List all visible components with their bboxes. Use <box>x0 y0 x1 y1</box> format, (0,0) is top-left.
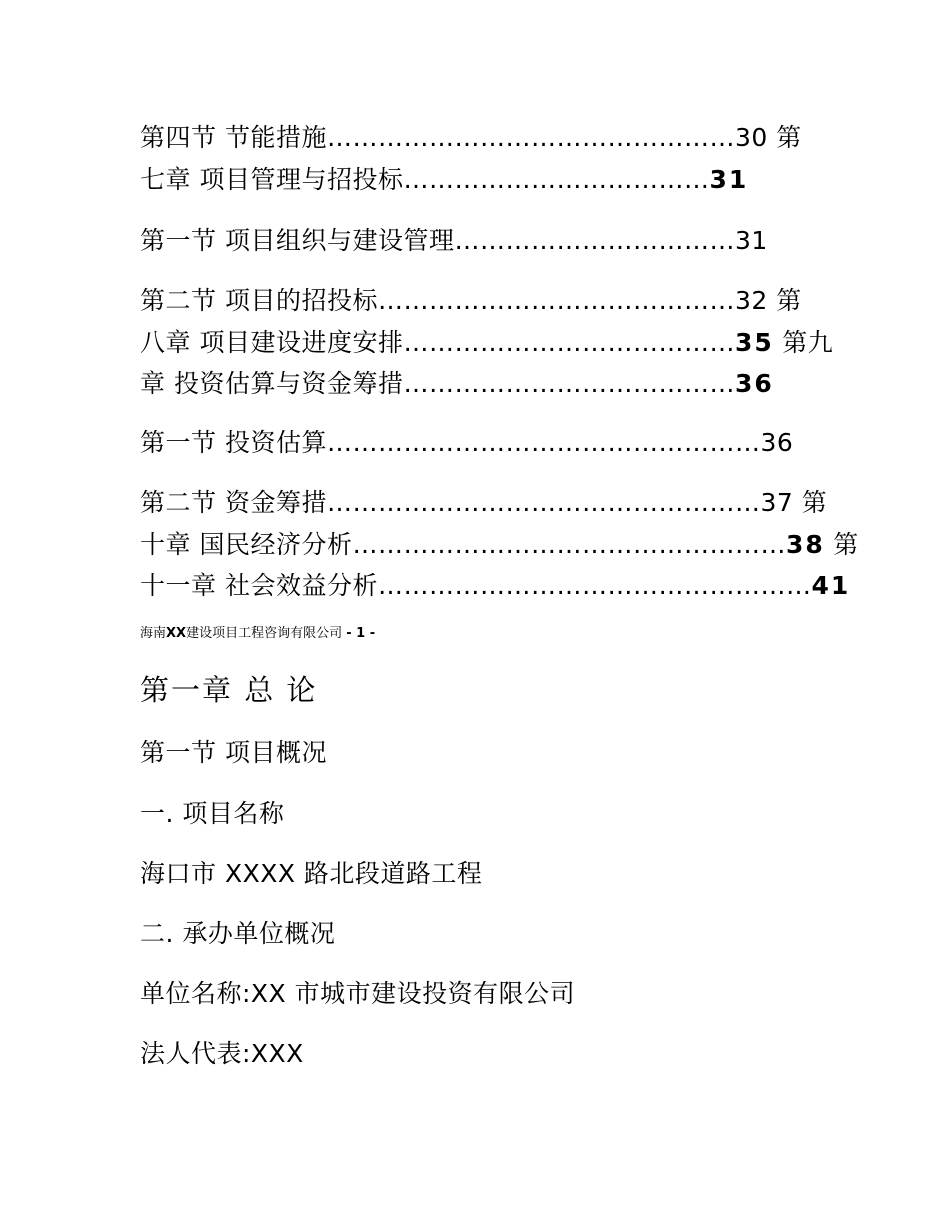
footer-org-prefix: 海南 <box>140 626 167 641</box>
unit-name: 单位名称:XX 市城市建设投资有限公司 <box>140 979 576 1008</box>
chapter-title: 第一章 总 论 <box>140 673 318 707</box>
toc-line-ch9-sec2 <box>140 486 840 520</box>
toc-page-number: 38 <box>785 530 825 559</box>
toc-line-ch7 <box>140 163 840 197</box>
toc-text: 十一章 社会效益分析…………………………………………… <box>140 571 812 600</box>
toc-line-ch9-sec1 <box>140 426 840 460</box>
toc-line-ch9 <box>140 367 840 401</box>
item2-heading: 二. 承办单位概况 <box>140 919 336 948</box>
toc-line-ch7-sec2 <box>140 284 840 318</box>
item1-text: 海口市 XXXX 路北段道路工程 <box>140 859 483 888</box>
toc-line-ch8 <box>140 326 840 360</box>
toc-text: 章 投资估算与资金筹措………………………………… <box>140 369 735 398</box>
toc-text: 第九 <box>773 328 834 357</box>
item1-heading: 一. 项目名称 <box>140 799 285 828</box>
page-footer <box>140 624 375 644</box>
toc-text: 第一节 项目组织与建设管理……………………………31 <box>140 226 768 255</box>
toc-text: 第 <box>824 530 859 559</box>
toc-line-ch11 <box>140 569 851 603</box>
toc-line-ch6-sec4 <box>140 121 840 155</box>
toc-page-number: 31 <box>709 165 749 194</box>
footer-org-rest: 建设项目工程咨询有限公司 <box>186 626 343 641</box>
toc-text: 七章 项目管理与招投标……………………………… <box>140 165 710 194</box>
toc-line-ch7-sec1 <box>140 224 840 258</box>
toc-text: 第二节 项目的招投标……………………………………32 第 <box>140 286 802 315</box>
toc-page-number: 41 <box>811 571 851 600</box>
toc-line-ch10 <box>140 528 859 562</box>
section-title: 第一节 项目概况 <box>140 738 327 767</box>
legal-representative: 法人代表:XXX <box>140 1039 304 1068</box>
toc-text: 十章 国民经济分析…………………………………………… <box>140 530 786 559</box>
toc-text: 第二节 资金筹措……………………………………………37 第 <box>140 488 828 517</box>
footer-org-xx: XX <box>166 626 187 641</box>
toc-text: 第四节 节能措施…………………………………………30 第 <box>140 123 802 152</box>
toc-page-number: 36 <box>734 369 774 398</box>
footer-page-number: - 1 - <box>346 626 376 641</box>
toc-text: 八章 项目建设进度安排………………………………… <box>140 328 735 357</box>
toc-page-number: 35 <box>734 328 774 357</box>
toc-text: 第一节 投资估算……………………………………………36 <box>140 428 794 457</box>
